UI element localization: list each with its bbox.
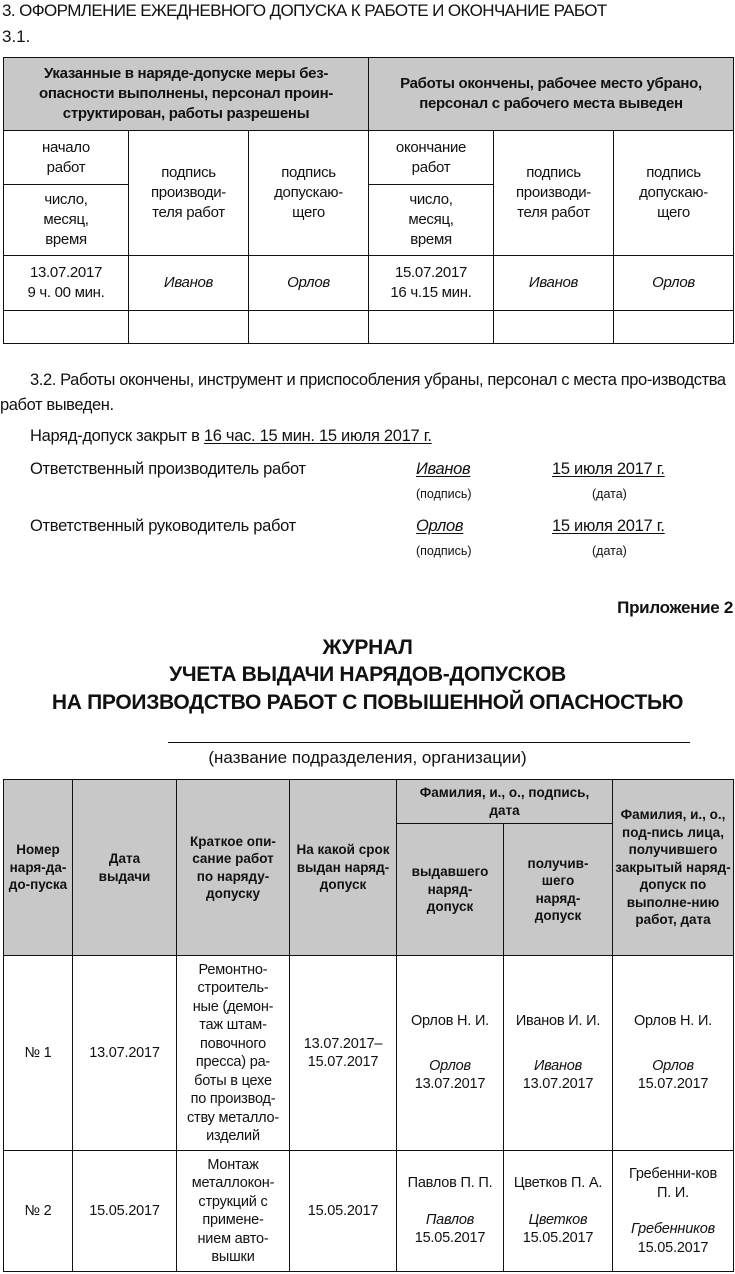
row-description: Ремонтно-строитель-ные (демон-таж штам-повочного пресса) ра-боты в цехе по производ-ству металло-изделий <box>177 956 290 1151</box>
group-header-admission-text: Указанные в наряде-допуске меры без-опасности выполнены, персонал проин-структирован, работы разрешены <box>38 65 334 122</box>
receiver-date: 15.05.2017 <box>522 1230 594 1247</box>
receiver-signature: Иванов <box>533 1057 583 1074</box>
signature-producer: Иванов <box>416 460 471 478</box>
header-producer-sign-text: подпись производи-теля работ <box>150 164 226 221</box>
spacer <box>627 1202 719 1220</box>
row-closer <box>613 1151 734 1272</box>
header-receiver <box>504 824 613 956</box>
header-admitter-sign-text: подпись допускаю-щего <box>274 164 343 221</box>
signature-role-manager: Ответственный руководитель работ <box>30 517 296 535</box>
journal-row <box>4 956 734 1151</box>
closer-signature: Гребенников <box>631 1221 715 1237</box>
issuer-date: 13.07.2017 <box>414 1076 486 1093</box>
header-issue-date-text: Дата выдачи <box>98 851 151 884</box>
header-number <box>4 780 73 956</box>
signature-caption: (подпись) <box>416 544 472 558</box>
row-closer <box>613 956 734 1151</box>
header-date-label <box>4 185 129 256</box>
start-producer-signature: Иванов <box>129 256 249 311</box>
receiver-signature: Цветков <box>528 1211 588 1228</box>
start-time: 9 ч. 00 мин. <box>27 284 105 301</box>
header-issuer <box>397 824 504 956</box>
header-admitter-sign-end-text: подпись допускаю-щего <box>639 164 708 221</box>
signature-manager: Орлов <box>416 517 464 535</box>
subsection-number: 3.1. <box>2 27 31 46</box>
header-admitter-sign <box>249 131 369 256</box>
row-issue-date: 13.07.2017 <box>73 956 177 1151</box>
header-receiver-text: получив-шего наряд-допуск <box>527 855 589 923</box>
spacer <box>507 1031 609 1057</box>
header-date-label-text: число, месяц, время <box>43 191 89 248</box>
empty-cell <box>4 311 129 344</box>
empty-cell <box>614 311 734 344</box>
receiver-name: Иванов И. И. <box>515 1013 601 1030</box>
date-caption: (дата) <box>592 487 627 501</box>
closed-statement <box>30 427 432 446</box>
header-date-label-end-text: число, месяц, время <box>408 191 454 248</box>
table-row-empty <box>4 311 734 344</box>
header-end-works-text: окончание работ <box>395 138 467 176</box>
signature-caption: (подпись) <box>416 487 472 501</box>
paragraph-3-2: 3.2. Работы окончены, инструмент и приспособления убраны, персонал с места про-изводства работ выведен. <box>0 371 726 414</box>
issuer-signature: Орлов <box>429 1057 471 1074</box>
header-term <box>290 780 397 956</box>
end-time: 16 ч.15 мин. <box>390 284 472 301</box>
group-header-completion <box>369 58 734 131</box>
closed-label: Наряд-допуск закрыт в <box>30 427 204 445</box>
journal-title-line-1: ЖУРНАЛ <box>322 636 413 659</box>
row-term: 13.07.2017–15.07.2017 <box>290 956 397 1151</box>
group-header-completion-text: Работы окончены, рабочее место убрано, персонал с рабочего места выведен <box>400 75 702 112</box>
end-date: 15.07.2017 <box>394 264 468 281</box>
organization-caption: (название подразделения, организации) <box>208 748 527 767</box>
header-issuer-text: выдавшего наряд-допуск <box>411 864 489 915</box>
start-datetime-cell <box>4 256 129 311</box>
row-description: Монтаж металлокон-струкций с примене-нием авто-вышки <box>177 1151 290 1272</box>
group-header-admission <box>4 58 369 131</box>
header-producer-sign <box>129 131 249 256</box>
signature-manager-date: 15 июля 2017 г. <box>552 517 665 535</box>
journal-title-line-3: НА ПРОИЗВОДСТВО РАБОТ С ПОВЫШЕННОЙ ОПАСНОСТЬЮ <box>51 691 684 714</box>
header-start-works-text: начало работ <box>42 138 90 176</box>
row-issuer <box>397 956 504 1151</box>
closer-name: Орлов Н. И. <box>633 1013 713 1030</box>
start-admitter-signature: Орлов <box>249 256 369 311</box>
closer-date: 15.07.2017 <box>637 1076 709 1093</box>
issuer-name: Орлов Н. И. <box>410 1013 490 1030</box>
end-producer-signature: Иванов <box>494 256 614 311</box>
spacer <box>400 1031 500 1057</box>
header-start-works <box>4 131 129 185</box>
spacer <box>507 1193 609 1211</box>
row-receiver <box>504 956 613 1151</box>
header-number-text: Номер наря-да-до-пуска <box>8 842 68 893</box>
receiver-date: 13.07.2017 <box>522 1076 594 1093</box>
signature-producer-date: 15 июля 2017 г. <box>552 460 665 478</box>
section-heading: 3. ОФОРМЛЕНИЕ ЕЖЕДНЕВНОГО ДОПУСКА К РАБОТЕ И ОКОНЧАНИЕ РАБОТ <box>2 1 607 20</box>
empty-cell <box>249 311 369 344</box>
header-producer-sign-end <box>494 131 614 256</box>
row-number: № 1 <box>4 956 73 1151</box>
signature-role-producer: Ответственный производитель работ <box>30 460 306 478</box>
row-term: 15.05.2017 <box>290 1151 397 1272</box>
header-description-text: Краткое опи-сание работ по наряду-допуску <box>190 833 276 901</box>
journal-table <box>3 779 734 1272</box>
closer-date: 15.05.2017 <box>637 1239 709 1256</box>
journal-row <box>4 1151 734 1272</box>
header-closer <box>613 780 734 956</box>
issuer-name: Павлов П. П. <box>407 1175 493 1192</box>
header-date-label-end <box>369 185 494 256</box>
end-datetime-cell <box>369 256 494 311</box>
journal-title-line-2: УЧЕТА ВЫДАЧИ НАРЯДОВ-ДОПУСКОВ <box>169 663 566 686</box>
closed-value: 16 час. 15 мин. 15 июля 2017 г. <box>203 427 432 445</box>
receiver-name: Цветков П. А. <box>513 1175 603 1192</box>
header-end-works <box>369 131 494 185</box>
closer-signature: Орлов <box>652 1057 694 1074</box>
header-description <box>177 780 290 956</box>
empty-cell <box>369 311 494 344</box>
row-number: № 2 <box>4 1151 73 1272</box>
date-caption: (дата) <box>592 544 627 558</box>
header-names-group-text: Фамилия, и., о., подпись, дата <box>419 785 590 818</box>
issuer-date: 15.05.2017 <box>414 1230 486 1247</box>
start-date: 13.07.2017 <box>29 264 103 281</box>
table-row <box>4 256 734 311</box>
header-names-group <box>397 780 613 824</box>
empty-cell <box>129 311 249 344</box>
row-issue-date: 15.05.2017 <box>73 1151 177 1272</box>
organization-blank-line <box>168 742 690 743</box>
header-closer-text: Фамилия, и., о., под-пись лица, получившего закрытый наряд-допуск по выполне-нию работ, дата <box>615 807 731 928</box>
end-admitter-signature: Орлов <box>614 256 734 311</box>
daily-admission-table <box>3 57 734 344</box>
header-term-text: На какой срок выдан наряд-допуск <box>296 842 390 893</box>
spacer <box>616 1031 730 1057</box>
header-issue-date <box>73 780 177 956</box>
issuer-signature: Павлов <box>425 1211 475 1228</box>
row-receiver <box>504 1151 613 1272</box>
empty-cell <box>494 311 614 344</box>
appendix-label: Приложение 2 <box>617 598 733 617</box>
header-producer-sign-end-text: подпись производи-теля работ <box>515 164 591 221</box>
row-issuer <box>397 1151 504 1272</box>
header-admitter-sign-end <box>614 131 734 256</box>
spacer <box>400 1193 500 1211</box>
closer-name: Гребенни-ков П. И. <box>628 1166 718 1201</box>
